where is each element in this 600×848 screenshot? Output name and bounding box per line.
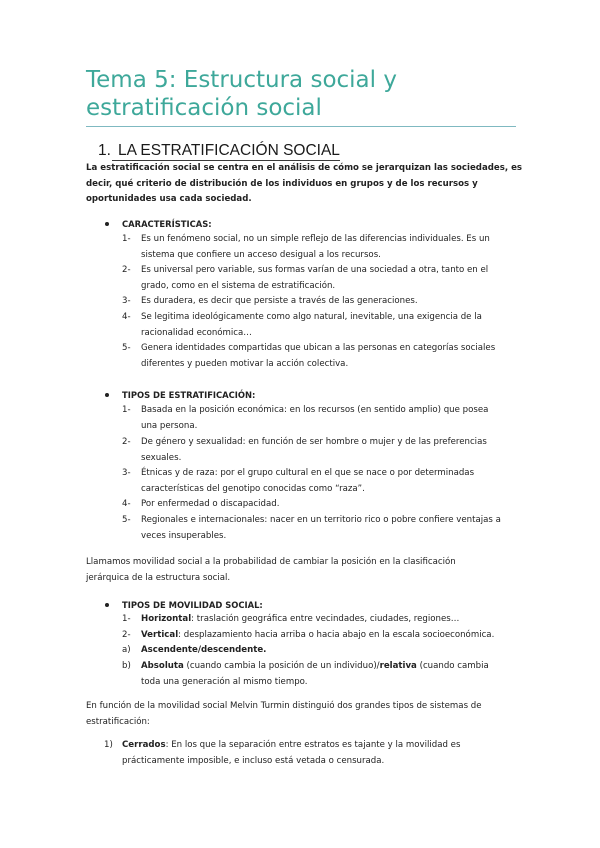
list-item-line: Por enfermedad o discapacidad.: [141, 499, 280, 509]
list-item-term: Horizontal: [141, 614, 192, 624]
list-item-line: sexuales.: [141, 452, 182, 463]
list-item-line: características del genotipo conocidas como “raza”.: [141, 483, 365, 494]
intro-line: decir, qué criterio de distribución de los individuos en grupos y de los recursos y: [86, 178, 478, 189]
page-title-line-1: Tema 5: Estructura social y: [86, 67, 397, 93]
movilidad-paragraph: [86, 555, 456, 586]
list-number: 2-: [122, 265, 131, 275]
tipos-movilidad-heading: TIPOS DE MOVILIDAD SOCIAL:: [122, 600, 263, 610]
list-item-line: Se legitima ideológicamente como algo natural, inevitable, una exigencia de la: [141, 312, 482, 322]
paragraph-line: Llamamos movilidad social a la probabilidad de cambiar la posición en la clasificación: [86, 557, 456, 567]
list-number: 4-: [122, 312, 131, 322]
list-item-line: Es un fenómeno social, no un simple reflejo de las diferencias individuales. Es un: [141, 234, 490, 244]
list-number: 5-: [122, 515, 131, 525]
list-item-line: Es universal pero variable, sus formas varían de una sociedad a otra, tanto en el: [141, 265, 489, 275]
list-item: [141, 294, 418, 310]
title-underline: [86, 126, 516, 127]
list-item-line: Regionales e internacionales: nacer en un territorio rico o pobre confiere ventajas a: [141, 515, 501, 525]
list-item-text: : traslación geográfica entre vecindades, ciudades, regiones…: [191, 614, 460, 624]
list-item: [122, 738, 460, 769]
list-item-line: Étnicas y de raza: por el grupo cultural en el que se nace o por determinadas: [141, 468, 475, 478]
list-item-line: De género y sexualidad: en función de ser hombre o mujer y de las preferencias: [141, 437, 487, 447]
list-item-line: grado, como en el sistema de estratificación.: [141, 280, 336, 291]
list-item: [141, 341, 495, 372]
bullet-icon: [105, 603, 109, 607]
paragraph-line: estratificación:: [86, 716, 150, 727]
list-item: [141, 643, 266, 659]
list-item: [141, 435, 487, 466]
list-item: [141, 513, 501, 544]
list-item-line: sistema que confiere un acceso desigual a los recursos.: [141, 249, 381, 260]
section-heading: [98, 141, 340, 160]
list-item-line: veces insuperables.: [141, 530, 227, 541]
list-item: [141, 659, 489, 690]
list-item-line: racionalidad económica…: [141, 327, 252, 338]
list-item-text: : desplazamiento hacia arriba o hacia abajo en la escala socioeconómica.: [178, 630, 495, 640]
section-number: 1.: [98, 142, 111, 159]
list-item: [141, 310, 482, 341]
list-number: 2-: [122, 630, 131, 640]
list-number: 2-: [122, 437, 131, 447]
list-item-term: Absoluta: [141, 661, 184, 671]
list-number: 5-: [122, 343, 131, 353]
list-item: [141, 232, 490, 263]
section-heading-text: LA ESTRATIFICACIÓN SOCIAL: [118, 142, 340, 159]
list-number: b): [122, 661, 131, 671]
list-item-term: Cerrados: [122, 740, 166, 750]
list-item: [141, 466, 474, 497]
page-title-line-2: estratificación social: [86, 95, 322, 121]
list-item-text: (cuando cambia la posición de un individuo)/: [183, 661, 380, 671]
intro-line: oportunidades usa cada sociedad.: [86, 194, 252, 204]
intro-line: La estratificación social se centra en el análisis de cómo se jerarquizan las sociedades, es: [86, 163, 523, 173]
list-item-line: Genera identidades compartidas que ubican a las personas en categorías sociales: [141, 343, 496, 353]
turmin-paragraph: [86, 699, 482, 730]
list-item: [141, 628, 494, 644]
list-item-text: (cuando cambia: [416, 661, 489, 671]
bullet-icon: [105, 393, 109, 397]
list-item-line: Es duradera, es decir que persiste a través de las generaciones.: [141, 296, 418, 306]
intro-paragraph: [86, 161, 526, 208]
list-number: 1-: [122, 234, 131, 244]
list-number: a): [122, 645, 131, 655]
list-item-line: Basada en la posición económica: en los recursos (en sentido amplio) que posea: [141, 405, 489, 415]
page-title: [86, 66, 516, 122]
list-number: 4-: [122, 499, 131, 509]
list-item-text: : En los que la separación entre estratos es tajante y la movilidad es: [165, 740, 461, 750]
list-number: 1-: [122, 614, 131, 624]
paragraph-line: jerárquica de la estructura social.: [86, 572, 231, 583]
list-item-line: toda una generación al mismo tiempo.: [141, 676, 308, 687]
list-item: [141, 263, 488, 294]
list-item: [141, 497, 279, 513]
list-item: [141, 612, 459, 628]
list-number: 1-: [122, 405, 131, 415]
list-item: [141, 403, 488, 434]
list-item-term: relativa: [379, 661, 417, 671]
paragraph-line: En función de la movilidad social Melvin Turmin distinguió dos grandes tipos de sistemas de: [86, 701, 482, 711]
list-item-term: Ascendente/descendente.: [141, 645, 267, 655]
list-number: 1): [104, 740, 113, 750]
list-item-line: diferentes y pueden motivar la acción colectiva.: [141, 358, 349, 369]
tipos-estratificacion-heading: TIPOS DE ESTRATIFICACIÓN:: [122, 390, 256, 400]
caracteristicas-heading: CARACTERÍSTICAS:: [122, 219, 212, 229]
list-item-line: prácticamente imposible, e incluso está vetada o censurada.: [122, 755, 385, 766]
list-item-line: una persona.: [141, 420, 198, 431]
bullet-icon: [105, 222, 109, 226]
list-item-term: Vertical: [141, 630, 179, 640]
list-number: 3-: [122, 296, 131, 306]
list-number: 3-: [122, 468, 131, 478]
